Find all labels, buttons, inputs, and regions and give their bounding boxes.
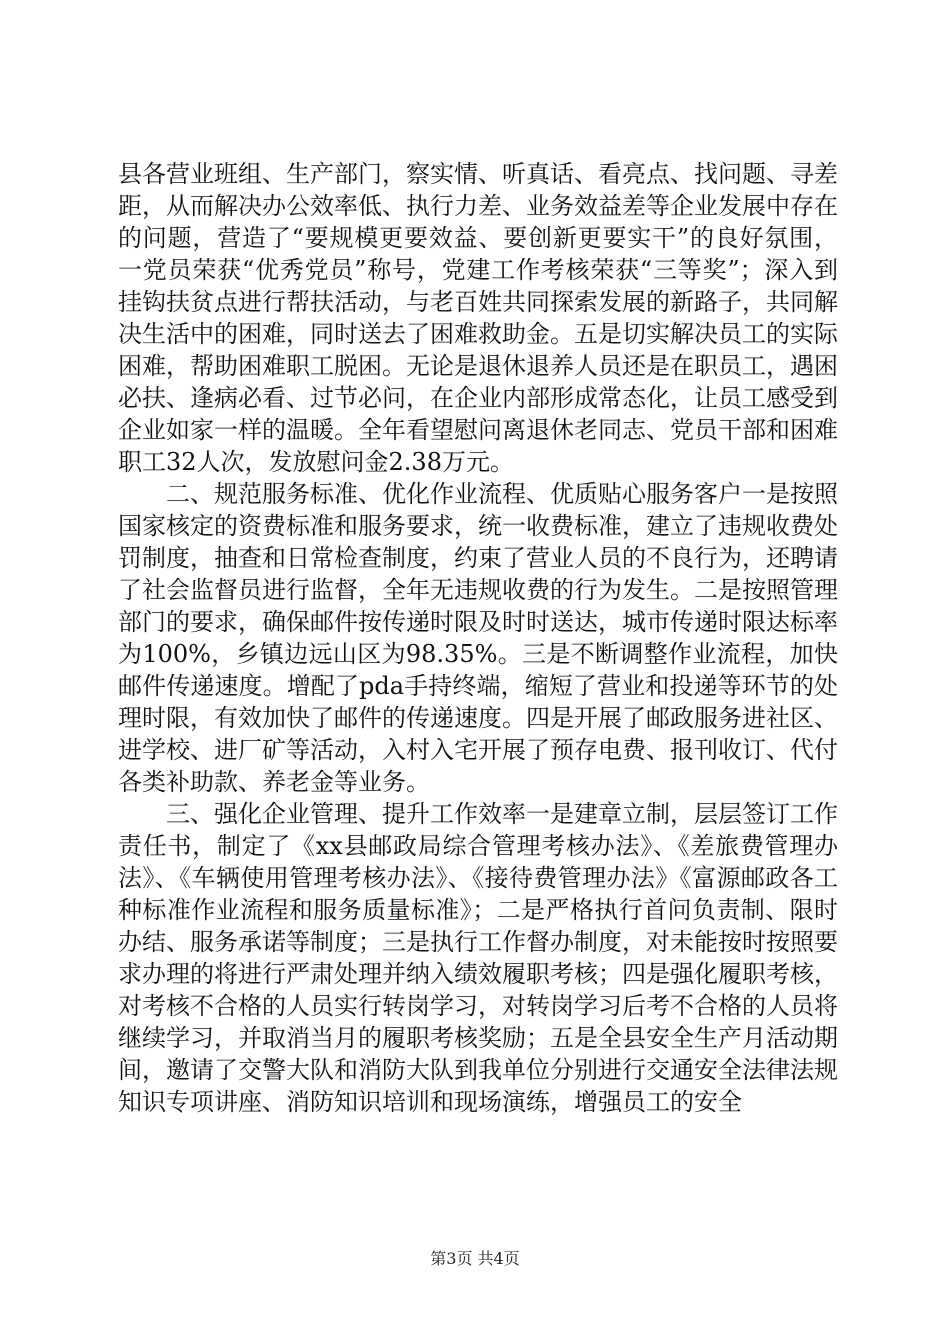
page-number-footer: 第3页 共4页 xyxy=(430,1249,520,1268)
paragraph-section-two: 二、规范服务标准、优化作业流程、优质贴心服务客户一是按照国家核定的资费标准和服务要求，统一收费标准，建立了违规收费处罚制度，抽查和日常检查制度，约束了营业人员的不良行为，还聘请了社会监督员进行监督，全年无违规收费的行为发生。二是按照管理部门的要求，确保邮件按传递时限及时时送达，城市传递时限达标率为100%，乡镇边远山区为98.35%。三是不断调整作业流程，加快邮件传递速度。增配了pda手持终端，缩短了营业和投递等环节的处理时限，有效加快了邮件的传递速度。四是开展了邮政服务进社区、进学校、进厂矿等活动，入村入宅开展了预存电费、报刊收订、代付各类补助款、养老金等业务。 xyxy=(118,480,838,796)
paragraph-continuation: 县各营业班组、生产部门，察实情、听真话、看亮点、找问题、寻差距，从而解决办公效率低、执行力差、业务效益差等企业发展中存在的问题，营造了“要规模更要效益、要创新更要实干”的良好氛围，一党员荣获“优秀党员”称号，党建工作考核荣获“三等奖”；深入到挂钩扶贫点进行帮扶活动，与老百姓共同探索发展的新路子，共同解决生活中的困难，同时送去了困难救助金。五是切实解决员工的实际困难，帮助困难职工脱困。无论是退休退养人员还是在职员工，遇困必扶、逢病必看、过节必问，在企业内部形成常态化，让员工感受到企业如家一样的温暖。全年看望慰问离退休老同志、党员干部和困难职工32人次，发放慰问金2.38万元。 xyxy=(118,160,838,476)
document-body xyxy=(118,158,838,1118)
paragraph-section-three: 三、强化企业管理、提升工作效率一是建章立制，层层签订工作责任书，制定了《xx县邮政局综合管理考核办法》、《差旅费管理办法》、《车辆使用管理考核办法》、《接待费管理办法》《富源邮政各工种标准作业流程和服务质量标准》；二是严格执行首问负责制、限时办结、服务承诺等制度；三是执行工作督办制度，对未能按时按照要求办理的将进行严肃处理并纳入绩效履职考核；四是强化履职考核，对考核不合格的人员实行转岗学习，对转岗学习后考不合格的人员将继续学习，并取消当月的履职考核奖励；五是全县安全生产月活动期间，邀请了交警大队和消防大队到我单位分别进行交通安全法律法规知识专项讲座、消防知识培训和现场演练，增强员工的安全 xyxy=(118,800,838,1116)
